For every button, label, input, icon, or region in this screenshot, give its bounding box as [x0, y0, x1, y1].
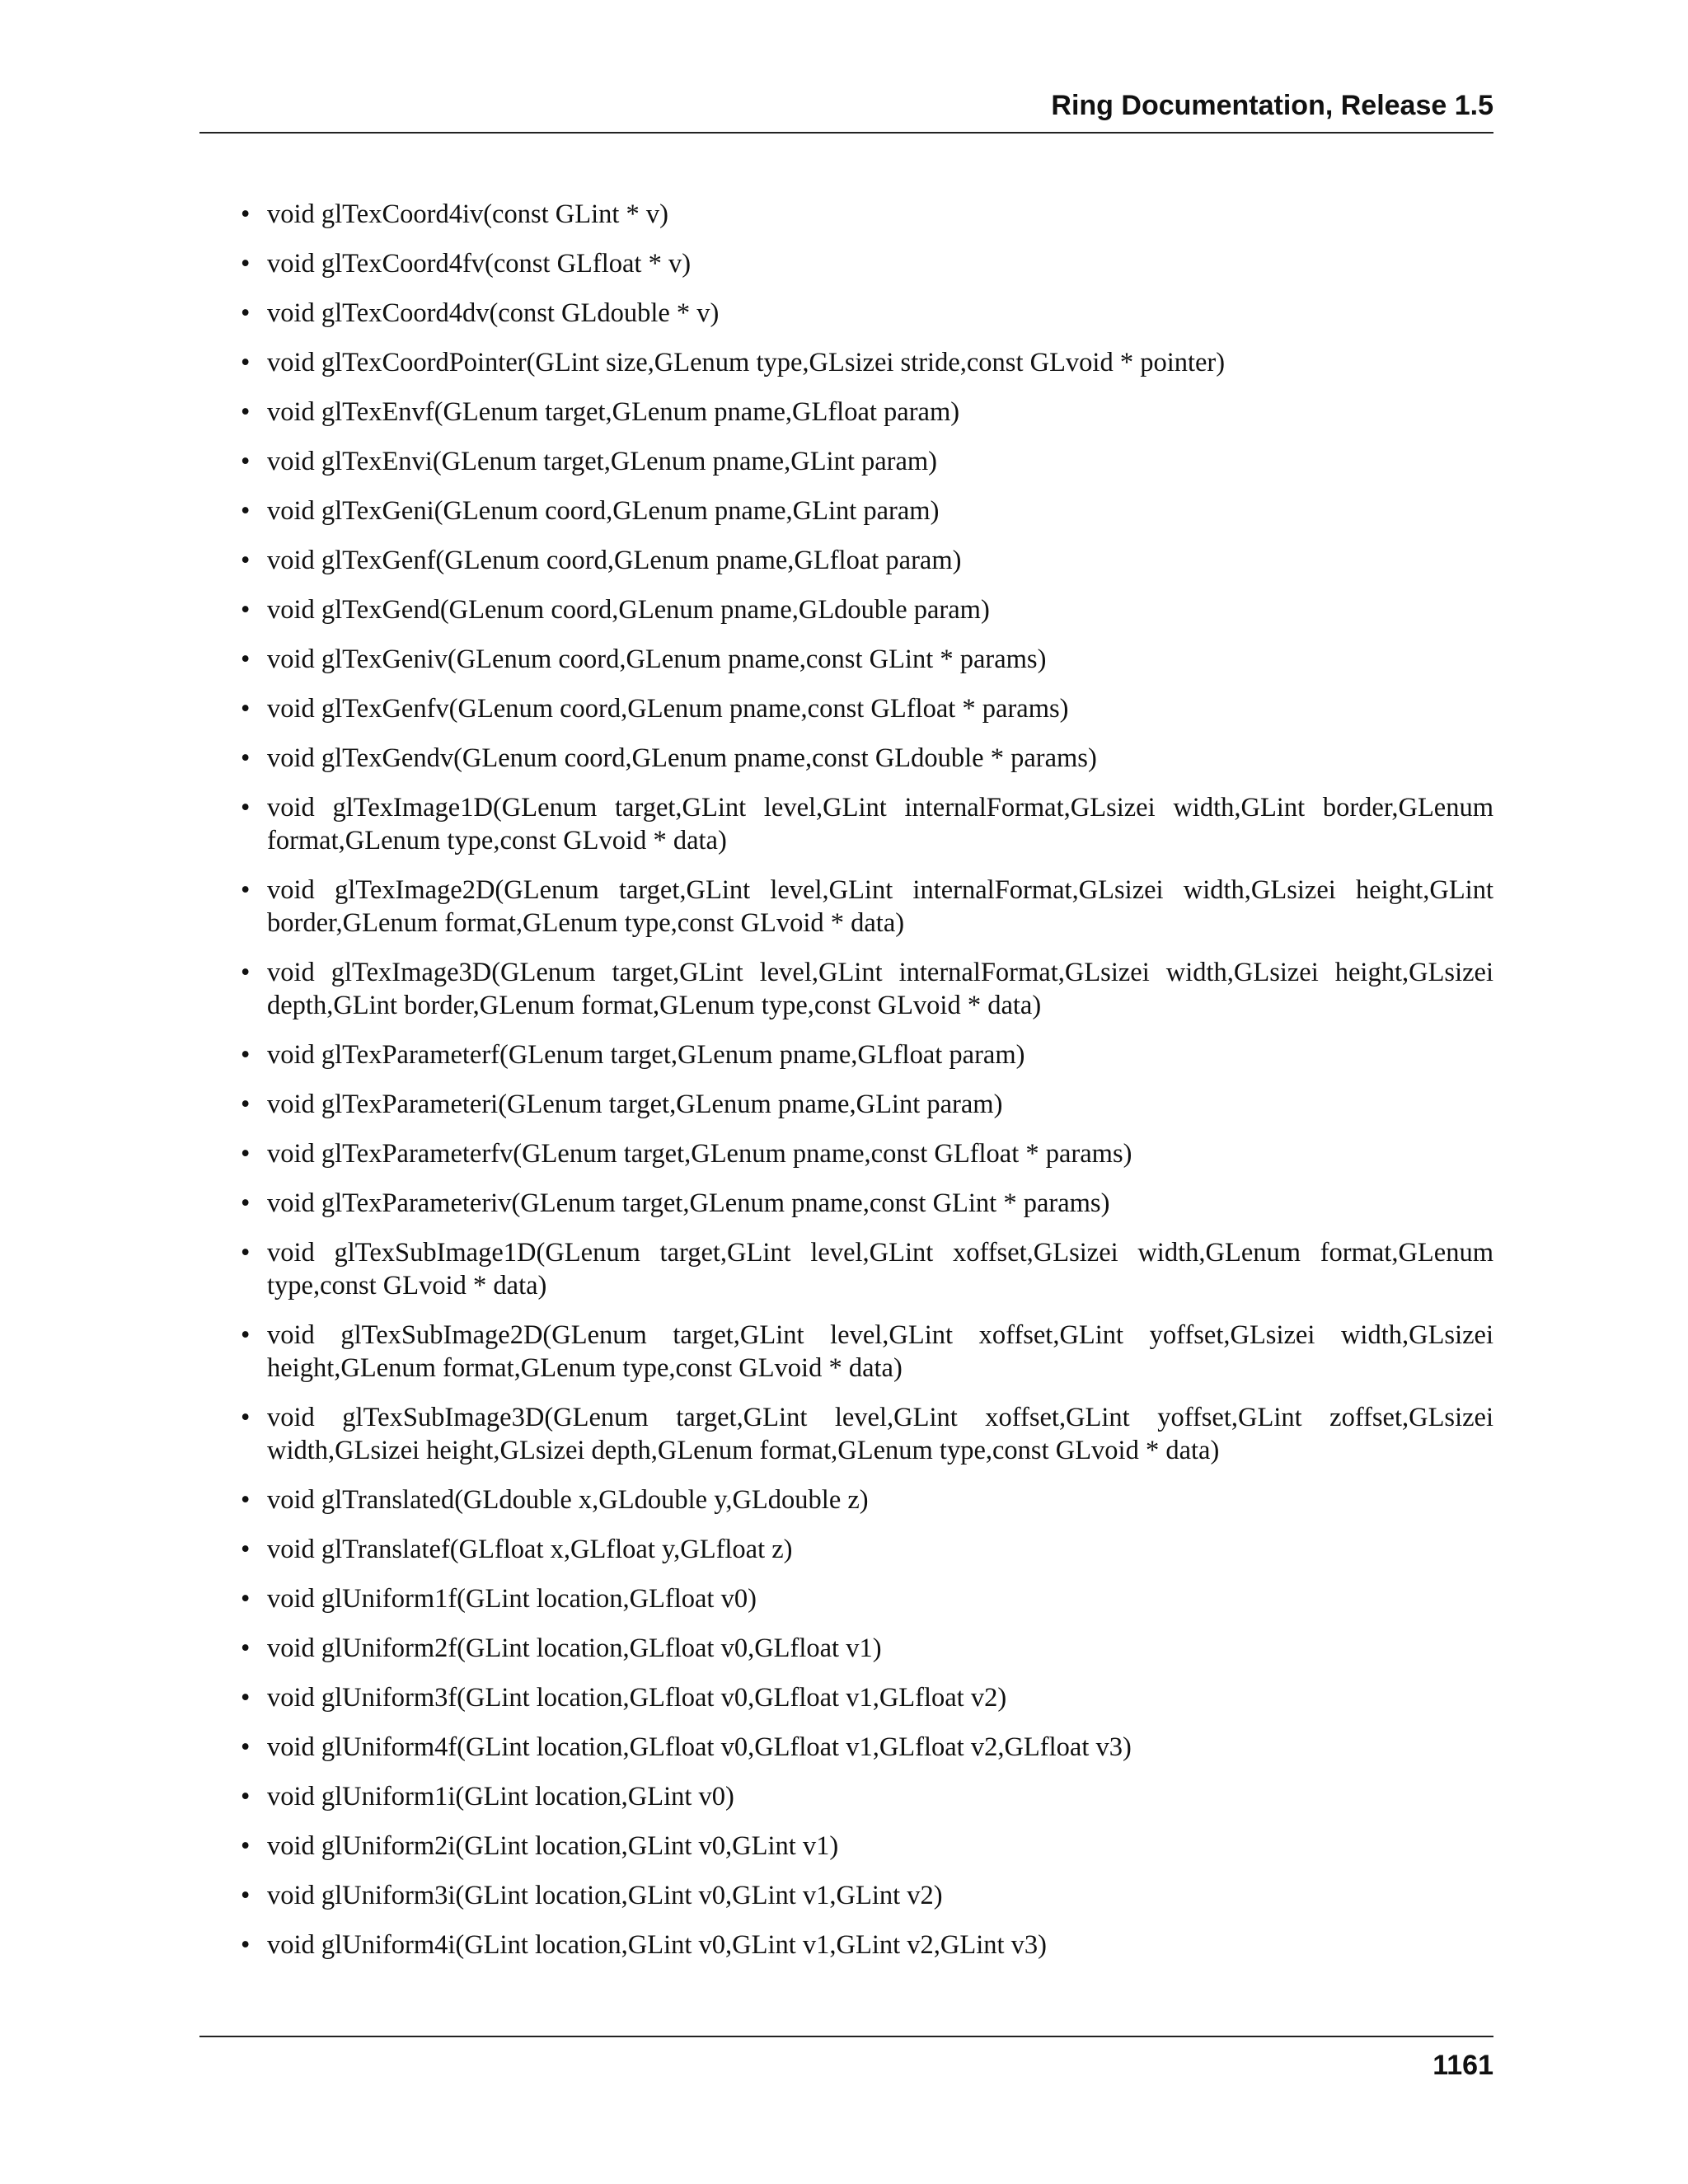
bullet-icon: • — [241, 348, 251, 377]
function-signature: void glTexParameteriv(GLenum target,GLenum pname,const GLint * params) — [267, 1188, 1110, 1218]
bullet-icon: • — [241, 1320, 251, 1350]
list-item — [241, 791, 1493, 857]
function-signature: void glTexParameterfv(GLenum target,GLenum pname,const GLfloat * params) — [267, 1139, 1132, 1169]
list-item — [241, 544, 1493, 577]
bullet-icon: • — [241, 875, 251, 905]
bullet-icon: • — [241, 298, 251, 328]
list-item — [241, 494, 1493, 527]
function-signature: void glTexEnvi(GLenum target,GLenum pname,GLint param) — [267, 447, 938, 476]
list-item — [241, 1401, 1493, 1467]
list-item — [241, 1731, 1493, 1764]
list-item — [241, 1879, 1493, 1912]
list-item — [241, 1236, 1493, 1302]
list-item — [241, 1533, 1493, 1566]
function-signature: void glTexEnvf(GLenum target,GLenum pname,GLfloat param) — [267, 397, 960, 427]
bullet-icon: • — [241, 1403, 251, 1432]
function-signature: void glTexGend(GLenum coord,GLenum pname,GLdouble param) — [267, 595, 990, 625]
list-item — [241, 1088, 1493, 1121]
page-number: 1161 — [1432, 2050, 1493, 2081]
function-signature: void glUniform2i(GLint location,GLint v0,GLint v1) — [267, 1831, 839, 1861]
function-signature: void glTexImage2D(GLenum target,GLint level,GLint internalFormat,GLsizei width,GLsizei height,GLint border,GLenum format,GLenum type,const GLvoid * data) — [267, 875, 1493, 938]
list-item — [241, 1830, 1493, 1863]
bullet-icon: • — [241, 1633, 251, 1663]
function-signature: void glTexSubImage2D(GLenum target,GLint level,GLint xoffset,GLint yoffset,GLsizei width,GLsizei height,GLenum format,GLenum type,const GLvoid * data) — [267, 1320, 1493, 1383]
bullet-icon: • — [241, 1238, 251, 1268]
function-signature: void glTexCoord4fv(const GLfloat * v) — [267, 249, 692, 279]
function-signature: void glTexGenf(GLenum coord,GLenum pname,GLfloat param) — [267, 546, 962, 575]
function-signature: void glTranslatef(GLfloat x,GLfloat y,GLfloat z) — [267, 1535, 793, 1564]
list-item — [241, 1319, 1493, 1385]
function-signature: void glTexCoord4iv(const GLint * v) — [267, 199, 668, 229]
function-signature: void glUniform4i(GLint location,GLint v0,GLint v1,GLint v2,GLint v3) — [267, 1930, 1048, 1960]
list-item — [241, 396, 1493, 429]
bullet-icon: • — [241, 694, 251, 724]
list-item — [241, 1780, 1493, 1813]
document-title: Ring Documentation, Release 1.5 — [1051, 90, 1493, 121]
bullet-icon: • — [241, 1584, 251, 1614]
bullet-icon: • — [241, 1090, 251, 1119]
function-signature: void glTexGendv(GLenum coord,GLenum pname,const GLdouble * params) — [267, 743, 1097, 773]
list-item — [241, 742, 1493, 775]
function-signature: void glUniform1i(GLint location,GLint v0) — [267, 1782, 734, 1811]
bullet-icon: • — [241, 249, 251, 279]
bullet-icon: • — [241, 1683, 251, 1713]
function-signature: void glTexSubImage3D(GLenum target,GLint level,GLint xoffset,GLint yoffset,GLint zoffset,GLsizei width,GLsizei height,GLsizei depth,GLenum format,GLenum type,const GLvoid * data) — [267, 1403, 1493, 1465]
list-item — [241, 1038, 1493, 1071]
bullet-icon: • — [241, 496, 251, 526]
list-item — [241, 346, 1493, 379]
page-header — [199, 89, 1493, 134]
function-signature: void glUniform2f(GLint location,GLfloat v0,GLfloat v1) — [267, 1633, 882, 1663]
function-list — [241, 198, 1493, 1978]
function-signature: void glUniform4f(GLint location,GLfloat v0,GLfloat v1,GLfloat v2,GLfloat v3) — [267, 1732, 1132, 1762]
function-signature: void glTexGeniv(GLenum coord,GLenum pname,const GLint * params) — [267, 644, 1047, 674]
function-signature: void glTranslated(GLdouble x,GLdouble y,GLdouble z) — [267, 1485, 869, 1515]
function-signature: void glUniform3f(GLint location,GLfloat v0,GLfloat v1,GLfloat v2) — [267, 1683, 1007, 1713]
list-item — [241, 874, 1493, 940]
list-item — [241, 1632, 1493, 1665]
function-signature: void glUniform3i(GLint location,GLint v0,GLint v1,GLint v2) — [267, 1881, 943, 1910]
list-item — [241, 1187, 1493, 1220]
function-signature: void glTexParameteri(GLenum target,GLenum pname,GLint param) — [267, 1090, 1003, 1119]
bullet-icon: • — [241, 793, 251, 823]
function-signature: void glTexSubImage1D(GLenum target,GLint level,GLint xoffset,GLsizei width,GLenum format,GLenum type,const GLvoid * data) — [267, 1238, 1493, 1301]
list-item — [241, 1681, 1493, 1714]
page-footer — [199, 2036, 1493, 2081]
list-item — [241, 247, 1493, 280]
bullet-icon: • — [241, 644, 251, 674]
list-item — [241, 1483, 1493, 1516]
list-item — [241, 643, 1493, 676]
bullet-icon: • — [241, 1831, 251, 1861]
bullet-icon: • — [241, 1881, 251, 1910]
list-item — [241, 593, 1493, 626]
function-signature: void glTexCoord4dv(const GLdouble * v) — [267, 298, 720, 328]
bullet-icon: • — [241, 1188, 251, 1218]
list-item — [241, 1582, 1493, 1615]
list-item — [241, 692, 1493, 725]
function-signature: void glTexGenfv(GLenum coord,GLenum pname,const GLfloat * params) — [267, 694, 1069, 724]
list-item — [241, 297, 1493, 330]
bullet-icon: • — [241, 397, 251, 427]
bullet-icon: • — [241, 958, 251, 987]
bullet-icon: • — [241, 546, 251, 575]
function-signature: void glTexParameterf(GLenum target,GLenum pname,GLfloat param) — [267, 1040, 1025, 1070]
bullet-icon: • — [241, 447, 251, 476]
bullet-icon: • — [241, 1535, 251, 1564]
bullet-icon: • — [241, 1782, 251, 1811]
list-item — [241, 956, 1493, 1022]
bullet-icon: • — [241, 1040, 251, 1070]
function-signature: void glTexGeni(GLenum coord,GLenum pname,GLint param) — [267, 496, 940, 526]
bullet-icon: • — [241, 1139, 251, 1169]
function-signature: void glTexImage3D(GLenum target,GLint level,GLint internalFormat,GLsizei width,GLsizei height,GLsizei depth,GLint border,GLenum format,GLenum type,const GLvoid * data) — [267, 958, 1493, 1020]
bullet-icon: • — [241, 595, 251, 625]
bullet-icon: • — [241, 1485, 251, 1515]
list-item — [241, 1137, 1493, 1170]
list-item — [241, 1929, 1493, 1961]
bullet-icon: • — [241, 199, 251, 229]
list-item — [241, 198, 1493, 231]
list-item — [241, 445, 1493, 478]
function-signature: void glUniform1f(GLint location,GLfloat v0) — [267, 1584, 757, 1614]
function-signature: void glTexImage1D(GLenum target,GLint level,GLint internalFormat,GLsizei width,GLint border,GLenum format,GLenum type,const GLvoid * data) — [267, 793, 1493, 855]
function-signature: void glTexCoordPointer(GLint size,GLenum type,GLsizei stride,const GLvoid * pointer) — [267, 348, 1226, 377]
bullet-icon: • — [241, 1930, 251, 1960]
bullet-icon: • — [241, 743, 251, 773]
bullet-icon: • — [241, 1732, 251, 1762]
